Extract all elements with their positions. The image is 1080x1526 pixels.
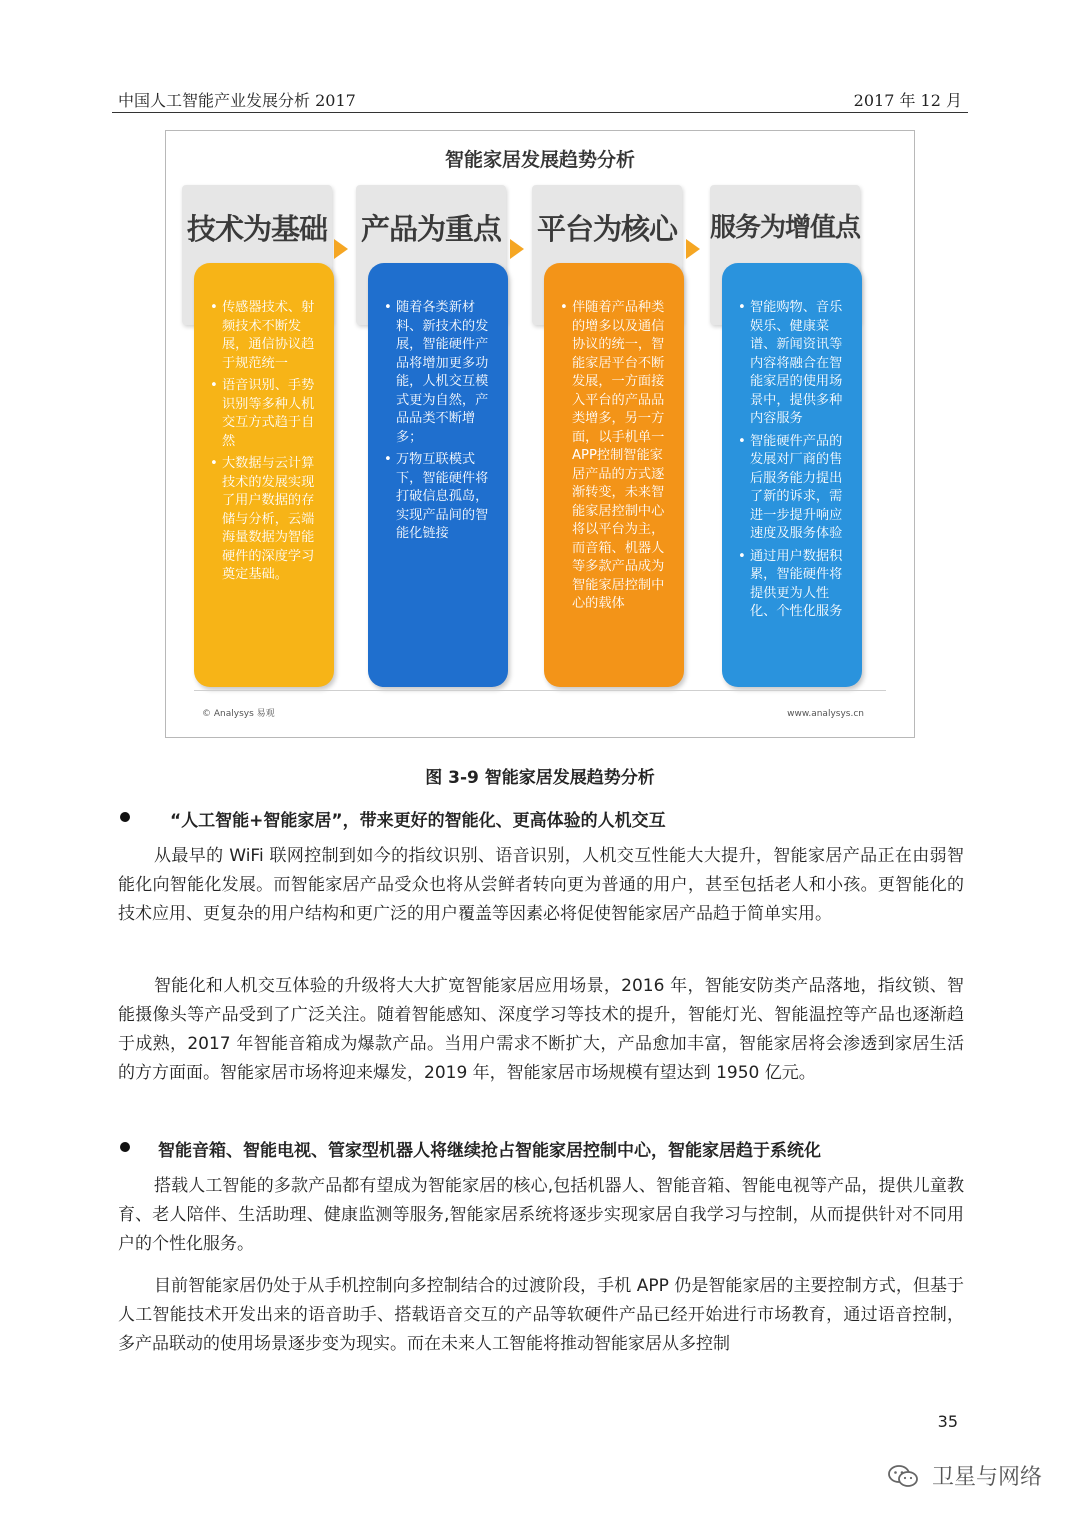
section-heading (120, 1136, 968, 1162)
card-item: • 伴随着产品种类的增多以及通信协议的统一，智能家居平台不断发展，一方面接入平台的产品品类增多，另一方面，以手机单一APP控制智能家居产品的方式逐渐转变，未来智能家居控制中心将以平台为主，而音箱、机器人等多款产品成为智能家居控制中心的载体 (560, 299, 676, 614)
figure-caption: 图 3-9 智能家居发展趋势分析 (425, 768, 655, 788)
watermark-text: 卫星与网络 (931, 1465, 1042, 1490)
paragraph: 搭载人工智能的多款产品都有望成为智能家居的核心,包括机器人、智能音箱、智能电视等产品，提供儿童教育、老人陪伴、生活助理、健康监测等服务,智能家居系统将逐步实现家居自我学习与控制，从而提供针对不同用户的个性化服务。 (118, 1176, 964, 1254)
section-heading-text: 智能音箱、智能电视、管家型机器人将继续抢占智能家居控制中心，智能家居趋于系统化 (158, 1141, 821, 1161)
card-item: • 通过用户数据积累，智能硬件将提供更为人性化、个性化服务 (738, 548, 854, 622)
column-label: 技术为基础 (186, 212, 327, 246)
wechat-icon (887, 1464, 919, 1488)
paragraph: 智能化和人机交互体验的升级将大大扩宽智能家居应用场景，2016 年，智能安防类产品落地，指纹锁、智能摄像头等产品受到了广泛关注。随着智能感知、深度学习等技术的提升，智能灯光、智能温控等产品也逐渐趋于成熟，2017 年智能音箱成为爆款产品。当用户需求不断扩大，产品愈加丰富，智能家居将会渗透到家居生活的方方面面。智能家居市场将迎来爆发，2019 年，智能家居市场规模有望达到 1950 亿元。 (118, 976, 964, 1083)
arrow-right-icon (334, 239, 348, 259)
page-header (112, 82, 968, 113)
watermark (887, 1460, 1042, 1496)
card-item: • 语音识别、手势识别等多种人机交互方式趋于自然 (210, 377, 326, 451)
column-card (368, 263, 508, 687)
card-item: • 智能购物、音乐娱乐、健康菜谱、新闻资讯等内容将融合在智能家居的使用场景中，提供多种内容服务 (738, 299, 854, 429)
arrow-right-icon (686, 239, 700, 259)
bullet-icon (120, 812, 130, 822)
figure-title: 智能家居发展趋势分析 (444, 149, 635, 171)
section-heading (120, 806, 968, 832)
column-label: 服务为增值点 (710, 213, 861, 243)
column-tech (182, 185, 332, 695)
paragraph: 从最早的 WiFi 联网控制到如今的指纹识别、语音识别，人机交互性能大大提升，智能家居产品正在由弱智能化向智能化发展。而智能家居产品受众也将从尝鲜者转向更为普通的用户，甚至包括老人和小孩。更智能化的技术应用、更复杂的用户结构和更广泛的用户覆盖等因素必将促使智能家居产品趋于简单实用。 (118, 846, 964, 924)
card-item: • 随着各类新材料、新技术的发展，智能硬件产品将增加更多功能，人机交互模式更为自然，产品品类不断增多； (384, 299, 500, 447)
header-date: 2017 年 12 月 (853, 91, 962, 110)
column-card (722, 263, 862, 687)
column-platform (532, 185, 682, 695)
arrow-right-icon (510, 239, 524, 259)
column-label: 平台为核心 (536, 212, 677, 246)
card-item: • 传感器技术、射频技术不断发展，通信协议趋于规范统一 (210, 299, 326, 373)
page-number: 35 (937, 1412, 958, 1431)
trend-figure (165, 130, 915, 738)
bullet-icon (120, 1142, 130, 1152)
paragraph: 目前智能家居仍处于从手机控制向多控制结合的过渡阶段，手机 APP 仍是智能家居的主要控制方式，但基于人工智能技术开发出来的语音助手、搭载语音交互的产品等软硬件产品已经开始进行市场教育，通过语音控制，多产品联动的使用场景逐步变为现实。而在未来人工智能将推动智能家居从多控制 (118, 1276, 964, 1354)
figure-divider (194, 690, 886, 691)
card-item: • 万物互联模式下，智能硬件将打破信息孤岛，实现产品间的智能化链接 (384, 451, 500, 544)
figure-url: www.analysys.cn (787, 709, 864, 719)
figure-source: © Analysys 易观 (202, 709, 275, 719)
header-title: 中国人工智能产业发展分析 2017 (118, 91, 356, 110)
column-service (710, 185, 860, 695)
section-heading-text: “人工智能+智能家居”，带来更好的智能化、更高体验的人机交互 (170, 811, 666, 831)
column-label: 产品为重点 (360, 212, 501, 246)
column-card (544, 263, 684, 687)
card-item: • 大数据与云计算技术的发展实现了用户数据的存储与分析，云端海量数据为智能硬件的深度学习奠定基础。 (210, 455, 326, 585)
column-product (356, 185, 506, 695)
card-item: • 智能硬件产品的发展对厂商的售后服务能力提出了新的诉求，需进一步提升响应速度及服务体验 (738, 433, 854, 544)
column-card (194, 263, 334, 687)
